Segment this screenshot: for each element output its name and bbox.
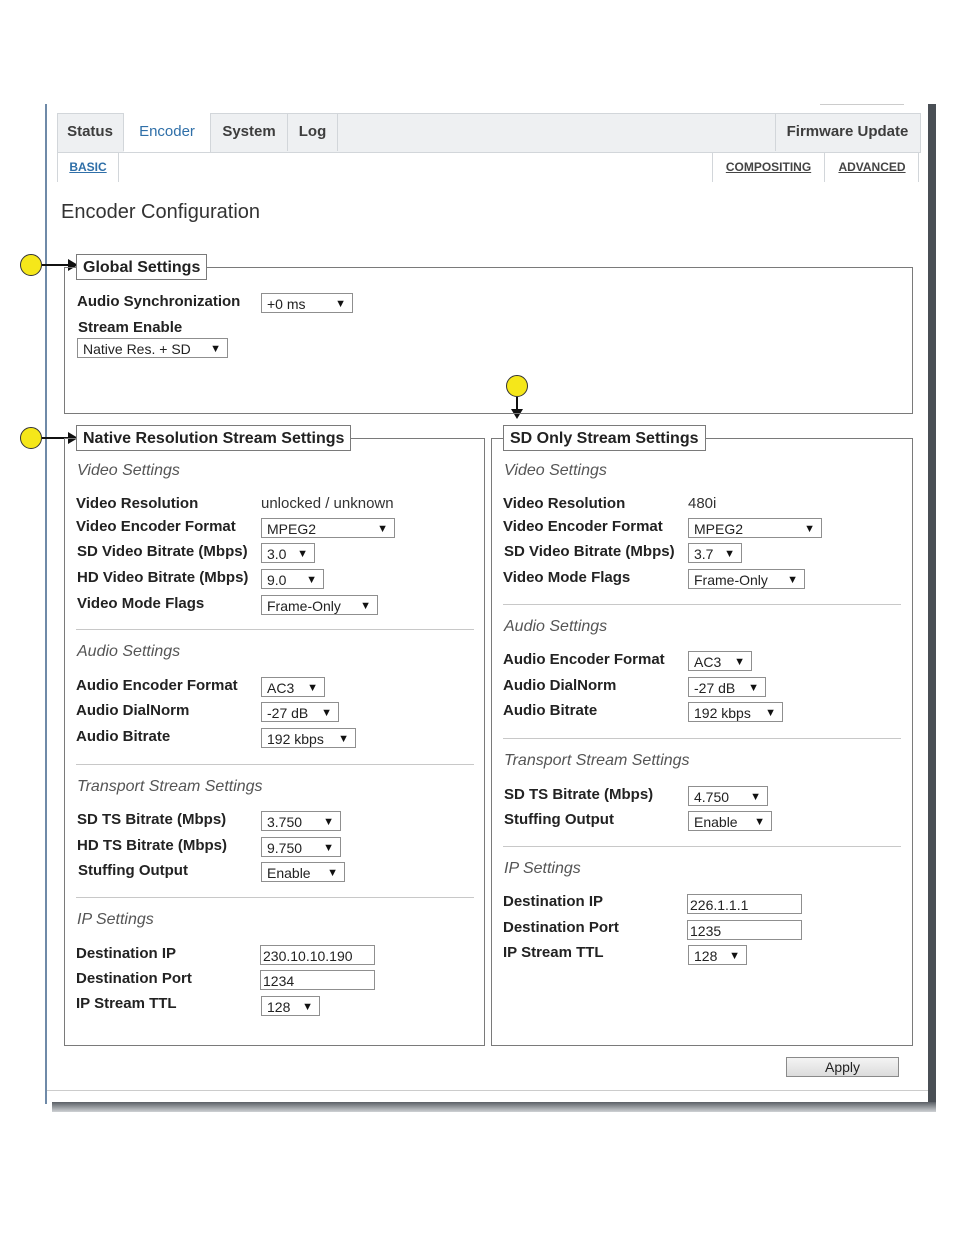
- native-video-format-label: Video Encoder Format: [76, 518, 236, 535]
- sd-sd-bitrate-value: 3.7: [694, 546, 714, 562]
- sd-audio-format-select[interactable]: [688, 651, 752, 671]
- sd-video-format-value: MPEG2: [694, 521, 744, 537]
- sd-video-resolution-label: Video Resolution: [503, 495, 626, 512]
- window-shadow-bottom: [52, 1102, 936, 1112]
- audio-sync-value: +0 ms: [267, 296, 306, 312]
- native-video-resolution-label: Video Resolution: [76, 495, 199, 512]
- native-sd-bitrate-label: SD Video Bitrate (Mbps): [77, 543, 248, 560]
- native-ts-heading: Transport Stream Settings: [77, 778, 263, 795]
- tab-encoder[interactable]: Encoder: [124, 113, 211, 152]
- dropdown-arrow-icon: ▼: [210, 343, 221, 355]
- sd-dialnorm-label: Audio DialNorm: [503, 677, 617, 694]
- sd-sd-ts-label: SD TS Bitrate (Mbps): [504, 786, 654, 803]
- native-video-heading: Video Settings: [77, 462, 180, 479]
- sd-stuffing-select[interactable]: [688, 811, 772, 831]
- sd-ip-heading: IP Settings: [504, 860, 581, 877]
- dropdown-arrow-icon: ▼: [297, 548, 308, 560]
- subtab-basic[interactable]: BASIC: [69, 160, 107, 174]
- dropdown-arrow-icon: ▼: [323, 816, 334, 828]
- native-audio-format-select[interactable]: [261, 677, 325, 697]
- native-dialnorm-value: -27 dB: [267, 705, 309, 721]
- global-settings-legend: Global Settings: [76, 254, 207, 280]
- dropdown-arrow-icon: ▼: [307, 682, 318, 694]
- footer-divider: [47, 1090, 928, 1091]
- sd-dialnorm-value: -27 dB: [694, 680, 736, 696]
- native-sd-ts-value: 3.750: [267, 814, 303, 830]
- subtab-advanced[interactable]: ADVANCED: [838, 160, 906, 174]
- native-stuffing-label: Stuffing Output: [78, 862, 188, 879]
- sd-dest-ip-label: Destination IP: [503, 893, 604, 910]
- native-mode-flags-label: Video Mode Flags: [77, 595, 205, 612]
- native-hd-bitrate-value: 9.0: [267, 572, 287, 588]
- dropdown-arrow-icon: ▼: [323, 842, 334, 854]
- dropdown-arrow-icon: ▼: [360, 600, 371, 612]
- native-audio-bitrate-label: Audio Bitrate: [76, 728, 171, 745]
- stream-enable-value: Native Res. + SD: [83, 341, 191, 357]
- audio-sync-label: Audio Synchronization: [77, 293, 241, 310]
- sd-video-format-select[interactable]: [688, 518, 822, 538]
- dropdown-arrow-icon: ▼: [302, 1001, 313, 1013]
- top-edge-line: [820, 104, 904, 105]
- sd-audio-bitrate-value: 192 kbps: [694, 705, 751, 721]
- native-video-format-value: MPEG2: [267, 521, 317, 537]
- stream-enable-select[interactable]: [77, 338, 228, 358]
- dropdown-arrow-icon: ▼: [321, 707, 332, 719]
- sd-ttl-select[interactable]: [688, 945, 747, 965]
- native-mode-flags-select[interactable]: [261, 595, 378, 615]
- native-video-resolution-value: unlocked / unknown: [261, 495, 394, 512]
- native-audio-bitrate-select[interactable]: [261, 728, 356, 748]
- sd-mode-flags-label: Video Mode Flags: [503, 569, 631, 586]
- native-video-format-select[interactable]: [261, 518, 395, 538]
- native-mode-flags-value: Frame-Only: [267, 598, 341, 614]
- sd-video-format-label: Video Encoder Format: [503, 518, 663, 535]
- sd-video-resolution-value: 480i: [688, 495, 717, 512]
- native-ttl-value: 128: [267, 999, 291, 1015]
- dropdown-arrow-icon: ▼: [724, 548, 735, 560]
- native-stuffing-select[interactable]: [261, 862, 345, 882]
- native-stuffing-value: Enable: [267, 865, 311, 881]
- sd-sd-bitrate-label: SD Video Bitrate (Mbps): [504, 543, 675, 560]
- dropdown-arrow-icon: ▼: [750, 791, 761, 803]
- subtab-divider: [918, 152, 919, 182]
- native-dialnorm-label: Audio DialNorm: [76, 702, 190, 719]
- native-ip-heading: IP Settings: [77, 911, 154, 928]
- sd-stuffing-value: Enable: [694, 814, 738, 830]
- sd-sd-ts-select[interactable]: [688, 786, 768, 806]
- window-left-edge: [45, 104, 47, 1104]
- native-hd-bitrate-select[interactable]: [261, 569, 324, 589]
- dropdown-arrow-icon: ▼: [734, 656, 745, 668]
- native-hd-bitrate-label: HD Video Bitrate (Mbps): [77, 569, 249, 586]
- sd-mode-flags-value: Frame-Only: [694, 572, 768, 588]
- sd-stuffing-label: Stuffing Output: [504, 811, 614, 828]
- native-dest-ip-input[interactable]: 230.10.10.190: [260, 945, 375, 965]
- section-divider: [76, 629, 474, 630]
- sd-audio-format-label: Audio Encoder Format: [503, 651, 665, 668]
- native-settings-legend: Native Resolution Stream Settings: [76, 425, 351, 451]
- dropdown-arrow-icon: ▼: [804, 523, 815, 535]
- sd-ttl-label: IP Stream TTL: [503, 944, 604, 961]
- sd-sd-bitrate-select[interactable]: [688, 543, 742, 563]
- audio-sync-select[interactable]: [261, 293, 353, 313]
- native-audio-bitrate-value: 192 kbps: [267, 731, 324, 747]
- sd-audio-format-value: AC3: [694, 654, 722, 670]
- sd-dest-ip-input[interactable]: 226.1.1.1: [687, 894, 802, 914]
- page-title: Encoder Configuration: [61, 201, 261, 223]
- subtab-compositing[interactable]: COMPOSITING: [725, 160, 812, 174]
- native-sd-ts-label: SD TS Bitrate (Mbps): [77, 811, 227, 828]
- native-dialnorm-select[interactable]: [261, 702, 339, 722]
- native-sd-bitrate-value: 3.0: [267, 546, 287, 562]
- dropdown-arrow-icon: ▼: [306, 574, 317, 586]
- dropdown-arrow-icon: ▼: [327, 867, 338, 879]
- dropdown-arrow-icon: ▼: [754, 816, 765, 828]
- tab-log[interactable]: Log: [288, 113, 338, 151]
- dropdown-arrow-icon: ▼: [335, 298, 346, 310]
- section-divider: [76, 764, 474, 765]
- native-ttl-label: IP Stream TTL: [76, 995, 177, 1012]
- native-hd-ts-select[interactable]: [261, 837, 341, 857]
- dropdown-arrow-icon: ▼: [765, 707, 776, 719]
- native-sd-ts-select[interactable]: [261, 811, 341, 831]
- native-audio-format-value: AC3: [267, 680, 295, 696]
- dropdown-arrow-icon: ▼: [338, 733, 349, 745]
- section-divider: [503, 604, 901, 605]
- subtab-divider: [118, 152, 119, 182]
- dropdown-arrow-icon: ▼: [787, 574, 798, 586]
- native-audio-format-label: Audio Encoder Format: [76, 677, 238, 694]
- callout-native-marker: [20, 427, 42, 449]
- tab-firmware-update[interactable]: Firmware Update: [775, 113, 919, 151]
- callout-line: [42, 264, 70, 266]
- sd-dest-port-label: Destination Port: [503, 919, 619, 936]
- native-hd-ts-value: 9.750: [267, 840, 303, 856]
- sd-mode-flags-select[interactable]: [688, 569, 805, 589]
- native-sd-bitrate-select[interactable]: [261, 543, 315, 563]
- sd-audio-bitrate-label: Audio Bitrate: [503, 702, 598, 719]
- dropdown-arrow-icon: ▼: [377, 523, 388, 535]
- native-hd-ts-label: HD TS Bitrate (Mbps): [77, 837, 227, 854]
- native-dest-port-input[interactable]: 1234: [260, 970, 375, 990]
- tab-system[interactable]: System: [211, 113, 288, 151]
- sd-audio-heading: Audio Settings: [504, 618, 608, 635]
- section-divider: [503, 738, 901, 739]
- dropdown-arrow-icon: ▼: [729, 950, 740, 962]
- sd-audio-bitrate-select[interactable]: [688, 702, 783, 722]
- native-ttl-select[interactable]: [261, 996, 320, 1016]
- apply-button[interactable]: Apply: [786, 1057, 899, 1077]
- window-shadow-right: [928, 104, 936, 1106]
- callout-global-marker: [20, 254, 42, 276]
- sd-ts-heading: Transport Stream Settings: [504, 752, 690, 769]
- sd-video-heading: Video Settings: [504, 462, 607, 479]
- section-divider: [503, 846, 901, 847]
- native-dest-ip-label: Destination IP: [76, 945, 177, 962]
- sd-dest-port-input[interactable]: 1235: [687, 920, 802, 940]
- sd-sd-ts-value: 4.750: [694, 789, 730, 805]
- section-divider: [76, 897, 474, 898]
- stream-enable-label: Stream Enable: [78, 319, 183, 336]
- native-dest-port-label: Destination Port: [76, 970, 192, 987]
- dropdown-arrow-icon: ▼: [748, 682, 759, 694]
- native-audio-heading: Audio Settings: [77, 643, 181, 660]
- sd-dialnorm-select[interactable]: [688, 677, 766, 697]
- tab-status[interactable]: Status: [57, 113, 124, 151]
- sd-ttl-value: 128: [694, 948, 718, 964]
- sd-settings-legend: SD Only Stream Settings: [503, 425, 706, 451]
